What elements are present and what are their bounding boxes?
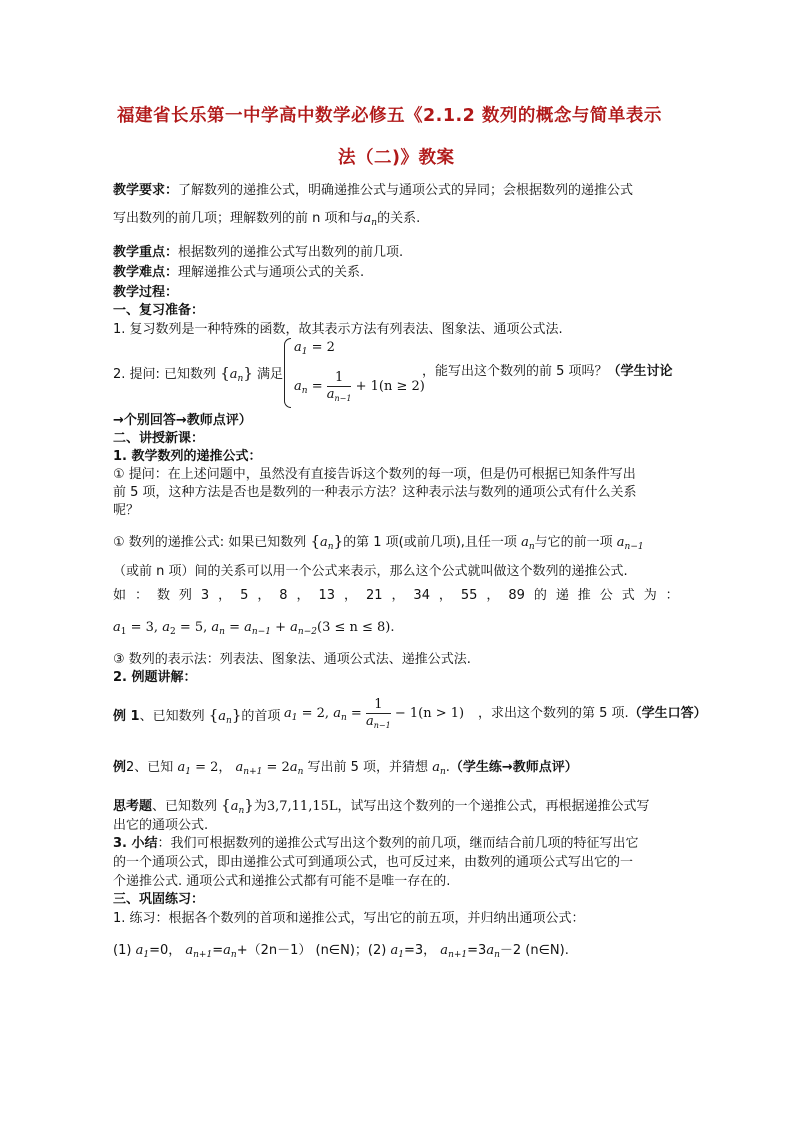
page-title-line1: 福建省长乐第一中学高中数学必修五《2.1.2 数列的概念与简单表示 (117, 106, 662, 126)
example2-text: 2、已知 (126, 760, 174, 775)
example-token-1: ： (134, 588, 148, 603)
teaching-requirements-text: 了解数列的递推公式，明确递推公式与通项公式的异同；会根据数列的递推公式 (178, 183, 634, 198)
example-token-12: 21 (365, 588, 383, 603)
recurrence-formula: $a_1 = 3$, $a_2 = 5$, $a_n = a_{n-1} + a_{n-2}(3 \le n \le 8)$. (113, 620, 395, 637)
example-token-18: 89 (508, 588, 525, 603)
example1-label: 例 1 (113, 709, 140, 724)
example-token-5: ， (218, 588, 232, 603)
example-token-17: ， (486, 588, 500, 603)
section1-item2-tail (422, 364, 673, 380)
thinking-text3: ，试写出这个数列的一个递推公式，再根据递推公式写 (337, 799, 650, 814)
example-token-13: ， (391, 588, 405, 603)
teaching-requirements-text3: 的关系. (377, 211, 421, 226)
definition-line1 (113, 532, 644, 551)
question-line2: 前 5 项，这种方法是否也是数列的一种表示方法？这种表示法与数列的通项公式有什么关系 (113, 485, 637, 500)
practice-eq: = (212, 943, 224, 958)
brace-close: } (243, 364, 253, 382)
summary-text: ：我们可根据数列的递推公式写出这个数列的前几项，继而结合前几项的特征写出它 (157, 836, 639, 851)
formula-part: = 2, (301, 706, 330, 721)
formula-tail: − 1(n > 1) (394, 706, 465, 721)
recurrence-range: (3 ≤ n ≤ 8). (317, 620, 395, 635)
section2-sub2: 2. 例题讲解： (113, 670, 197, 685)
teaching-requirements-line1 (113, 183, 633, 199)
example2-label: 例 (113, 760, 127, 775)
example-sequence-line (113, 588, 679, 604)
math-a-n: $a_n$ (320, 535, 334, 552)
example-token-9: ， (296, 588, 310, 603)
example-token-16: 55 (460, 588, 478, 603)
practice-part2: +（2n－1） (n∈N)；(2) (236, 943, 387, 958)
brace-open: { (208, 706, 219, 724)
example-token-6: 5 (240, 588, 249, 603)
example-token-10: 13 (318, 588, 336, 603)
math-a-n-minus-1: $a_{n-1}$ (616, 535, 644, 552)
example-token-4: 3 (200, 588, 210, 603)
teaching-requirements-line2 (113, 211, 420, 227)
definition-text3: 与它的前一项 (534, 535, 613, 550)
section2-sub1: 1. 教学数列的递推公式： (113, 449, 262, 464)
example1 (113, 706, 280, 725)
example2-question: 写出前 5 项，并猜想 (307, 760, 429, 775)
formula-part: = 2 (195, 760, 219, 775)
example-token-8: 8 (279, 588, 288, 603)
page-title-line2: 法（二)》教案 (338, 148, 455, 168)
thinking-sequence: 3,7,11,15L (266, 799, 338, 814)
colon: ： (165, 245, 179, 260)
teaching-focus-text: 根据数列的递推公式写出数列的前几项. (178, 245, 404, 260)
brace-close: } (333, 532, 344, 550)
brace-close: } (244, 796, 254, 814)
comma: ， (218, 760, 232, 775)
example1-question: ，求出这个数列的第 5 项. (478, 706, 629, 721)
example-token-0: 如 (113, 588, 127, 603)
section3-item1: 1. 练习：根据各个数列的首项和递推公式，写出它的前五项，并归纳出通项公式： (113, 911, 585, 926)
item2-question: ，能写出这个数列的前 5 项吗？ (422, 364, 608, 379)
thinking-text2: 为 (253, 799, 267, 814)
practice-label1: (1) (113, 943, 132, 958)
teaching-difficulty-text: 理解递推公式与通项公式的关系. (178, 265, 365, 280)
eq1-rhs: = 2 (311, 340, 335, 355)
question-line3: 呢？ (113, 503, 140, 518)
section3-heading: 三、巩固练习： (113, 892, 205, 907)
definition-text: ① 数列的递推公式: 如果已知数列 (113, 535, 307, 550)
math-a-n: $a_n$ (521, 535, 535, 552)
system-brace (284, 338, 291, 408)
example1-tail (478, 706, 707, 722)
frac-num: 1 (366, 697, 391, 714)
math-a-n: $a_n$ (218, 709, 232, 726)
item2-text2: 满足 (257, 367, 284, 382)
definition-line2: （或前 n 项）间的关系可以用一个公式来表示，那么这个公式就叫做这个数列的递推公式. (113, 564, 628, 579)
teaching-focus (113, 245, 403, 261)
example1-text: 、已知数列 (139, 709, 205, 724)
brace-open: { (220, 364, 230, 382)
example-token-20: 递 (555, 588, 569, 603)
example-token-3: 列 (178, 588, 192, 603)
example-token-7: ， (257, 588, 271, 603)
fraction: $\frac{1}{a_{n-1}}$ (326, 370, 352, 403)
frac-num: 1 (327, 370, 352, 387)
system-eq1: $a_1 = 2$ (294, 340, 335, 357)
practice-part3: =3， (403, 943, 437, 958)
example-token-23: 式 (621, 588, 635, 603)
practice-part: =0， (149, 943, 182, 958)
colon: ： (165, 265, 179, 280)
example1-text2: 的首项 (241, 709, 281, 724)
thinking-question-line1 (113, 796, 650, 815)
math-a-n: $a_n$ (363, 211, 378, 228)
example-token-24: 为 (643, 588, 657, 603)
summary-label: 3. 小结 (113, 836, 158, 851)
section2-heading: 二、讲授新课： (113, 431, 205, 446)
brace-close: } (231, 706, 242, 724)
formula-eq: = (350, 706, 362, 721)
practice-formulas: (1) $a_1=0$， $a_{n+1}=a_n+(2n-1)$ (n∈N)；(2) $a_1=3$， $a_{n+1}=3a_n-2$ (n∈N). (113, 943, 569, 960)
example2-hint: （学生练→教师点评） (449, 760, 578, 775)
definition-text2: 的第 1 项(或前几项),且任一项 (343, 535, 517, 550)
section1-heading: 一、复习准备： (113, 303, 205, 318)
summary-line3: 个递推公式. 通项公式和递推公式都有可能不是唯一存在的. (113, 874, 451, 889)
thinking-label: 思考题 (113, 799, 153, 814)
fraction: $\frac{1}{a_{n-1}}$ (365, 697, 391, 730)
example-token-14: 34 (413, 588, 430, 603)
section1-item2-lead (113, 364, 283, 383)
example-token-2: 数 (156, 588, 170, 603)
eq2-tail: + 1(n ≥ 2) (355, 379, 425, 394)
brace-open: { (310, 532, 320, 550)
eq2-eq: = (311, 379, 323, 394)
section1-item2-line2: →个别回答→教师点评） (113, 413, 252, 428)
teaching-requirements-text2: 写出数列的前几项；理解数列的前 n 项和与 (113, 211, 364, 226)
teaching-process-label: 教学过程： (113, 285, 179, 300)
math-a-n: $a_n$ (229, 367, 244, 384)
example-token-25: ： (665, 588, 679, 603)
period: . (445, 760, 450, 775)
teaching-requirements-label: 教学要求 (113, 183, 166, 198)
thinking-question-line2: 出它的通项公式. (113, 818, 209, 833)
system-eq2: $a_n$ = $\frac{1}{a_{n-1}}$ + 1(n ≥ 2) (294, 370, 425, 403)
summary-line1 (113, 836, 639, 852)
math-a-n: $a_n$ (230, 799, 245, 816)
section1-item1: 1. 复习数列是一种特殊的函数，故其表示方法有列表法、图象法、通项公式法. (113, 322, 563, 337)
teaching-difficulty (113, 265, 364, 281)
item2-text: 2. 提问: 已知数列 (113, 367, 217, 382)
colon: ： (165, 183, 179, 198)
practice-part5: －2 (n∈N). (499, 943, 569, 958)
thinking-text: 、已知数列 (152, 799, 218, 814)
example2: 例2、已知 $a_1 = 2$， $a_{n+1} = 2a_n$ 写出前 5 项，并猜想 $a_n$.（学生练→教师点评） (113, 760, 578, 777)
item2-hint: （学生讨论 (607, 364, 673, 379)
practice-part4: =3 (467, 943, 487, 958)
example-token-22: 公 (599, 588, 613, 603)
question-line1: ① 提问：在上述问题中，虽然没有直接告诉这个数列的每一项，但是仍可根据已知条件写出 (113, 467, 636, 482)
brace-open: { (221, 796, 231, 814)
teaching-focus-label: 教学重点 (113, 245, 166, 260)
formula-part2: = 2 (266, 760, 290, 775)
representation-methods: ③ 数列的表示法：列表法、图象法、通项公式法、递推公式法. (113, 652, 471, 667)
example-token-19: 的 (533, 588, 547, 603)
example1-formula: $a_1 = 2$, $a_n$ = $\frac{1}{a_{n-1}}$ − 1(n > 1) (284, 697, 465, 730)
example1-hint: （学生口答） (628, 706, 707, 721)
teaching-difficulty-label: 教学难点 (113, 265, 166, 280)
summary-line2: 的一个通项公式，即由递推公式可到通项公式，也可反过来，由数列的通项公式写出它的一 (113, 855, 634, 870)
example-token-21: 推 (577, 588, 591, 603)
example-token-15: ， (438, 588, 452, 603)
example-token-11: ， (343, 588, 357, 603)
